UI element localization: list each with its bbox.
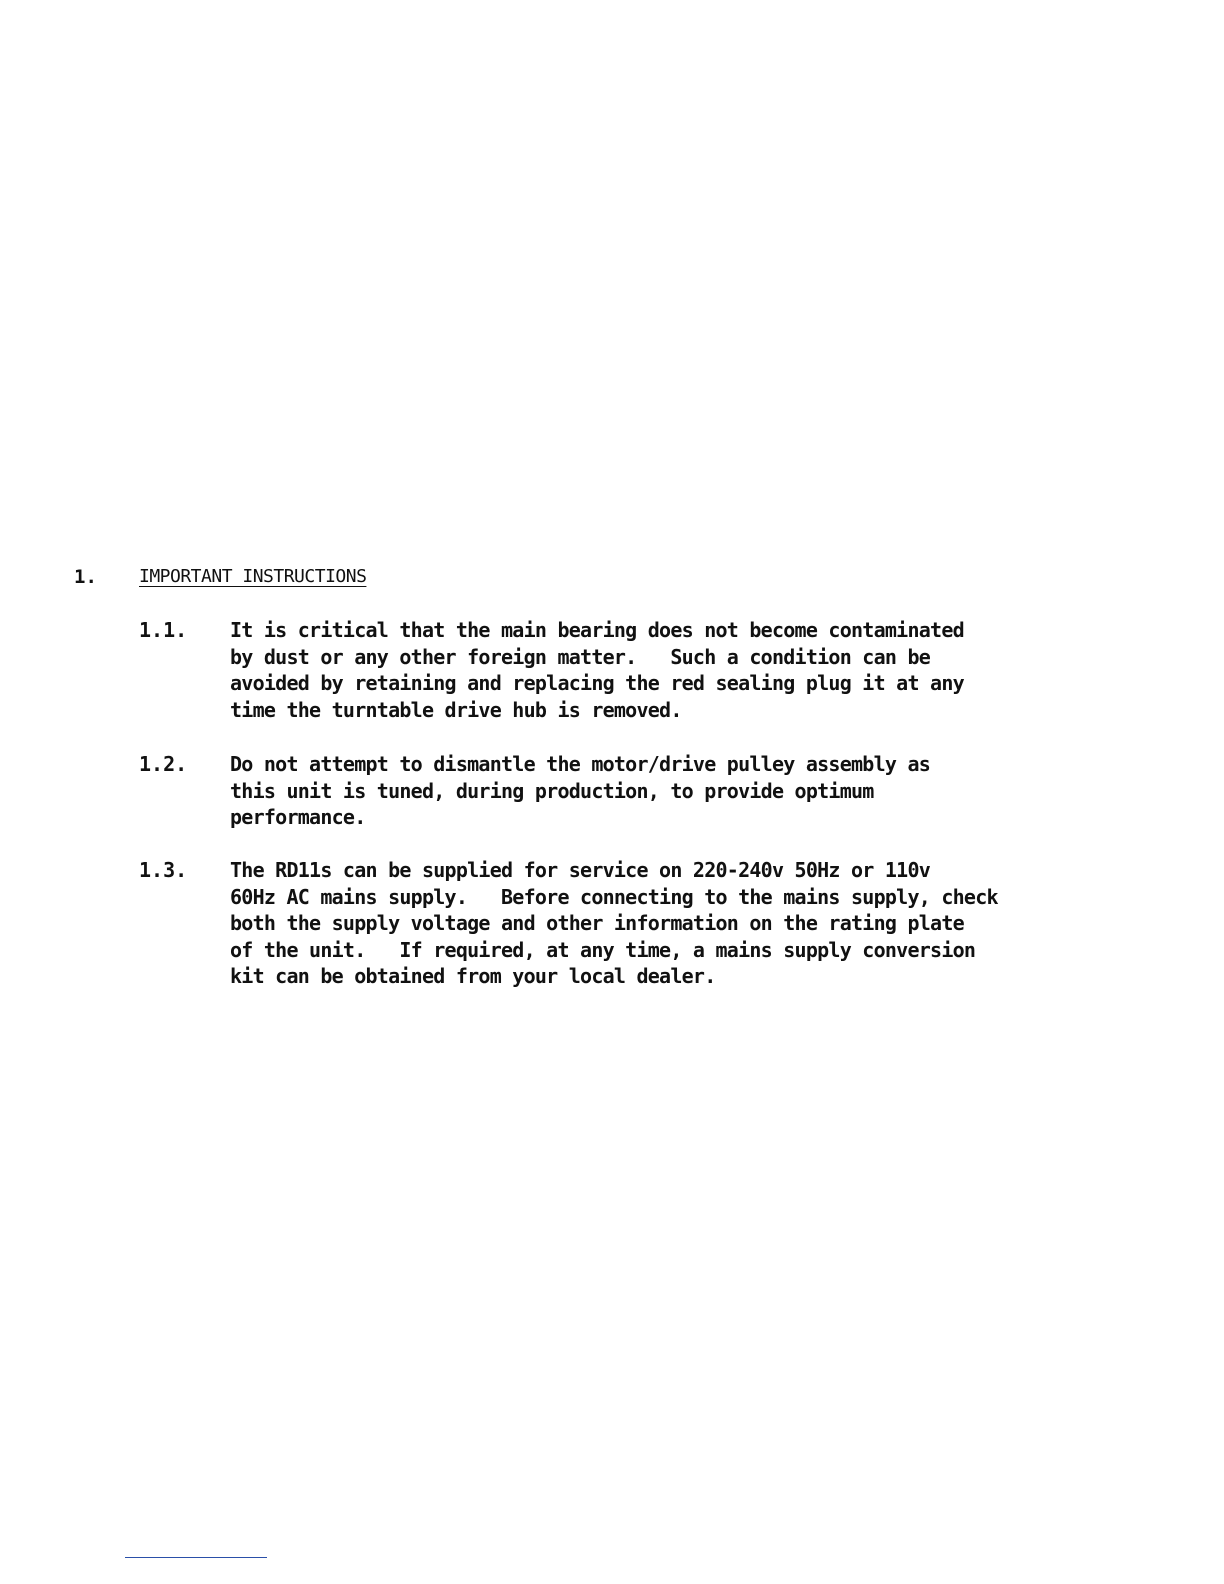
text-line: It is critical that the main bearing does not become contaminated <box>230 618 964 642</box>
item-number: 1.1. <box>139 618 188 642</box>
item-number: 1.3. <box>139 858 188 882</box>
text-line: both the supply voltage and other information on the rating plate <box>230 911 964 935</box>
item-text <box>230 857 1130 990</box>
text-line: by dust or any other foreign matter. Such a condition can be <box>230 644 931 669</box>
section-title: IMPORTANT INSTRUCTIONS <box>139 566 367 587</box>
text-line: kit can be obtained from your local dealer. <box>230 964 716 988</box>
item-text <box>230 751 1130 831</box>
text-line: this unit is tuned, during production, to provide optimum <box>230 778 874 803</box>
item-number: 1.2. <box>139 752 188 776</box>
text-line: time the turntable drive hub is removed. <box>230 697 682 722</box>
section-number: 1. <box>74 566 97 588</box>
text-line: The RD11s can be supplied for service on 220-240v 50Hz or 110v <box>230 858 931 882</box>
text-line: Do not attempt to dismantle the motor/drive pulley assembly as <box>230 752 931 776</box>
item-text <box>230 617 1130 723</box>
text-line: performance. <box>230 805 366 829</box>
text-line: 60Hz AC mains supply. Before connecting to the mains supply, check <box>230 884 998 909</box>
text-line: avoided by retaining and replacing the red sealing plug it at any <box>230 671 964 695</box>
footnote-rule <box>125 1557 267 1558</box>
text-line: of the unit. If required, at any time, a mains supply conversion <box>230 937 976 962</box>
